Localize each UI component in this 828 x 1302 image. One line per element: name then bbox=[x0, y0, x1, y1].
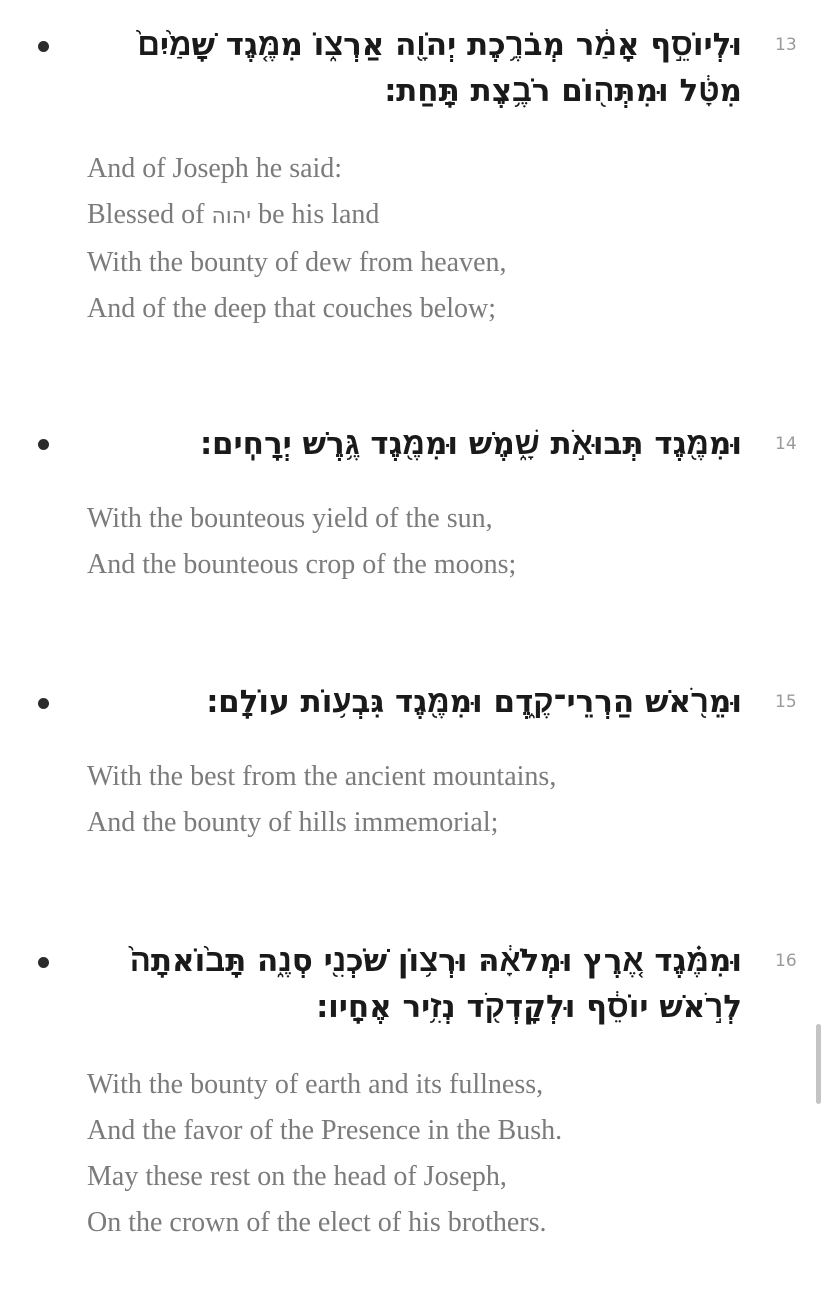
translation bbox=[87, 146, 787, 332]
translation bbox=[87, 496, 787, 588]
bullet-icon bbox=[38, 957, 49, 968]
translation-fragment: be his land bbox=[251, 199, 380, 230]
hebrew-line: לְרֹ֣אשׁ יוֹסֵ֔ף וּלְקָדְקֹ֖ד נְזִ֥יר אֶחָֽיו׃ bbox=[316, 989, 742, 1025]
bullet-icon bbox=[38, 41, 49, 52]
hebrew-text bbox=[102, 679, 742, 725]
translation-line: With the bounty of dew from heaven, bbox=[87, 247, 507, 278]
translation-line bbox=[87, 192, 787, 240]
hebrew-line: וּמִמֶּ֖גֶד תְּבוּאֹ֣ת שָׁ֑מֶשׁ וּמִמֶּ֖גֶד גֶּ֥רֶשׁ יְרָחִֽים׃ bbox=[200, 426, 742, 462]
translation-line: With the bounty of earth and its fullness, bbox=[87, 1069, 544, 1100]
translation-line: With the best from the ancient mountains, bbox=[87, 761, 557, 792]
hebrew-line: וּמֵרֹ֖אשׁ הַרְרֵי־קֶ֑דֶם וּמִמֶּ֖גֶד גִּבְע֥וֹת עוֹלָֽם׃ bbox=[206, 684, 742, 720]
hebrew-line: מִטָּ֔ל וּמִתְּה֖וֹם רֹבֶ֥צֶת תָּֽחַת׃ bbox=[384, 73, 742, 109]
translation-line: And the bounteous crop of the moons; bbox=[87, 549, 517, 580]
translation-line: And of the deep that couches below; bbox=[87, 293, 496, 324]
translation-line: May these rest on the head of Joseph, bbox=[87, 1161, 507, 1192]
hebrew-line: וּלְיוֹסֵ֣ף אָמַ֔ר מְבֹרֶ֥כֶת יְהֹוָ֖ה אַרְצ֑וֹ מִמֶּ֤גֶד שָׁמַ֙יִם֙ bbox=[137, 27, 742, 63]
hebrew-text bbox=[102, 22, 742, 114]
translation-line: And the favor of the Presence in the Bush. bbox=[87, 1115, 563, 1146]
translation-line: And the bounty of hills immemorial; bbox=[87, 807, 499, 838]
verse-number: 16 bbox=[775, 951, 797, 971]
divine-name: יהוה bbox=[211, 204, 252, 229]
hebrew-text bbox=[102, 421, 742, 467]
bullet-icon bbox=[38, 698, 49, 709]
translation-line: And of Joseph he said: bbox=[87, 153, 343, 184]
bullet-icon bbox=[38, 439, 49, 450]
scrollbar-thumb[interactable] bbox=[816, 1024, 821, 1104]
translation bbox=[87, 754, 787, 846]
translation-line: On the crown of the elect of his brothers. bbox=[87, 1207, 547, 1238]
hebrew-line: וּמִמֶּ֗גֶד אֶ֚רֶץ וּמְלֹאָ֔הּ וּרְצ֥וֹן שֹׁכְנִ֖י סְנֶ֑ה תָּב֙וֹאתָה֙ bbox=[129, 943, 742, 979]
verse-number: 14 bbox=[775, 434, 797, 454]
translation-line: With the bounteous yield of the sun, bbox=[87, 503, 493, 534]
translation-fragment: Blessed of bbox=[87, 199, 212, 230]
hebrew-text bbox=[102, 938, 742, 1030]
verse-number: 15 bbox=[775, 692, 797, 712]
translation bbox=[87, 1062, 787, 1246]
verse-number: 13 bbox=[775, 35, 797, 55]
